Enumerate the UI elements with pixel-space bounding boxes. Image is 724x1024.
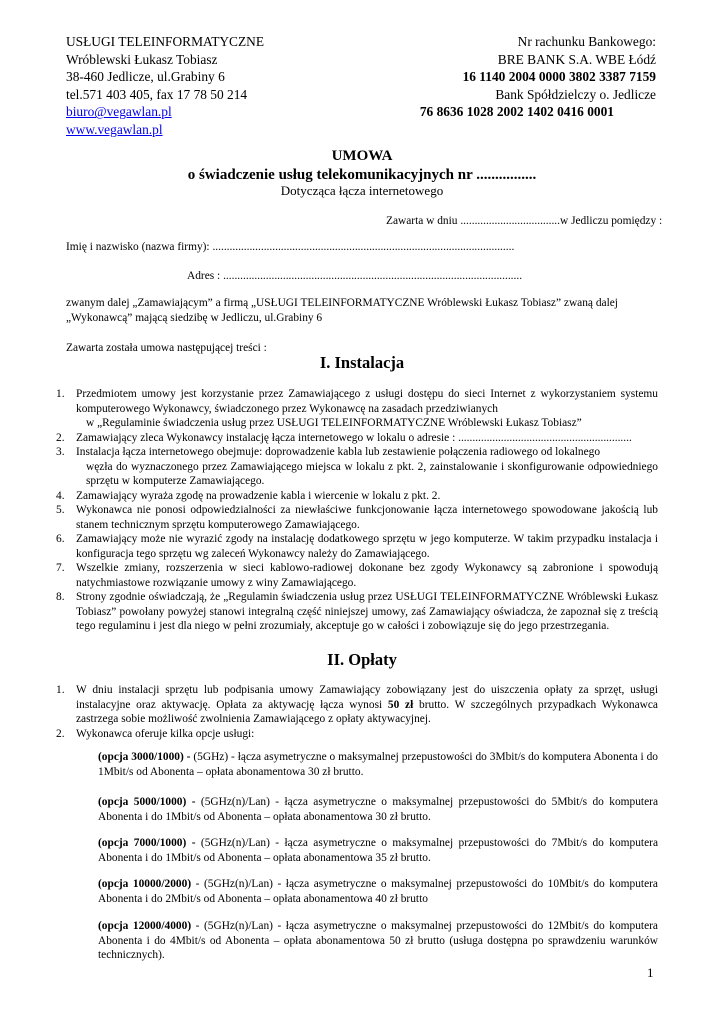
- contract-title: UMOWA: [331, 148, 393, 164]
- option-name: (opcja 3000/1000) -: [98, 751, 191, 763]
- service-option: (opcja 7000/1000) - (5GHz(n)/Lan) - łącza asymetryczne o maksymalnej przepustowości do 7Mbit/s do komputera Abonenta i do 1Mbit/s od Abonenta – opłata abonamentowa 35 zł brutto.: [98, 837, 658, 864]
- installation-list: [56, 387, 658, 634]
- company-address: 38-460 Jedlicze, ul.Grabiny 6: [66, 69, 225, 85]
- service-option: (opcja 12000/4000) - (5GHz(n)/Lan) - łącza asymetryczne o maksymalnej przepustowości do 12Mbit/s do komputera Abonenta i do 4Mbit/s od Abonenta – opłata abonamentowa 50 zł brutto (usługa dostępna po sprawdzeniu warunków technicznych).: [98, 920, 658, 961]
- list-item: 7. Wszelkie zmiany, rozszerzenia w sieci kablowo-radiowej dokonane bez zgody Wykonawcy są zabronione i spowodują natychmiastowe rozwiązanie umowy z winy Zamawiającego.: [56, 562, 658, 589]
- bank-info: [380, 33, 656, 121]
- company-owner: Wróblewski Łukasz Tobiasz: [66, 51, 218, 67]
- service-option: (opcja 10000/2000) - (5GHz(n)/Lan) - łącza asymetryczne o maksymalnej przepustowości do 10Mbit/s do komputera Abonenta i do 2Mbit/s od Abonenta – opłata abonamentowa 40 zł brutto: [98, 878, 658, 905]
- option-name: (opcja 12000/4000): [98, 920, 192, 932]
- option-name: (opcja 10000/2000): [98, 878, 192, 890]
- list-item: 5. Wykonawca nie ponosi odpowiedzialności za niewłaściwe funkcjonowanie łącza internetowego spowodowane jakością lub stanem technicznym sprzętu komputerowego Zamawiającego.: [56, 504, 658, 531]
- option-name: (opcja 7000/1000) -: [98, 837, 196, 849]
- list-item: 2. Zamawiający zleca Wykonawcy instalację łącza internetowego w lokalu o adresie : .............................................................: [56, 431, 632, 444]
- bank-account-1: 16 1140 2004 0000 3802 3387 7159: [462, 69, 656, 85]
- service-option: (opcja 5000/1000) - (5GHz(n)/Lan) - łącza asymetryczne o maksymalnej przepustowości do 5Mbit/s do komputera Abonenta i do 1Mbit/s od Abonenta – opłata abonamentowa 30 zł brutto.: [98, 796, 658, 823]
- email-link[interactable]: biuro@vegawlan.pl: [66, 104, 172, 120]
- concluded-date-line: Zawarta w dniu ...................................w Jedliczu pomiędzy :: [386, 215, 663, 227]
- company-info: [66, 33, 264, 139]
- website-link[interactable]: www.vegawlan.pl: [66, 121, 163, 137]
- fees-list: [56, 683, 658, 741]
- party-description-1: zwanym dalej „Zamawiającym” a firmą „USŁUGI TELEINFORMATYCZNE Wróblewski Łukasz Tobiasz” zwaną dalej: [66, 297, 618, 309]
- option-name: (opcja 5000/1000) -: [98, 796, 196, 808]
- list-item: 1. Przedmiotem umowy jest korzystanie przez Zamawiającego z usługi dostępu do sieci Internet z wykorzystaniem systemu komputerowego Wykonawcy, świadczonego przez Wykonawcę na zasadach przedziwianych w „Regulaminie świadczenia usług przez USŁUGI TELEINFORMATYCZNE Wróblewski Łukasz Tobiasz”: [56, 388, 658, 429]
- intro-text: Zawarta została umowa następującej treści :: [66, 342, 267, 354]
- list-item: 4. Zamawiający wyraża zgodę na prowadzenie kabla i wiercenie w lokalu z pkt. 2.: [56, 489, 441, 502]
- contract-subtitle: o świadczenie usług telekomunikacyjnych nr ................: [187, 167, 537, 183]
- bank-account-2: 76 8636 1028 2002 1402 0416 0001: [419, 104, 614, 120]
- bank-name-1: BRE BANK S.A. WBE Łódź: [497, 51, 656, 67]
- bank-name-2: Bank Spółdzielczy o. Jedlicze: [495, 86, 656, 102]
- list-item: 6. Zamawiający może nie wyrazić zgody na instalację dodatkowego sprzętu w jego komputerze. W takim przypadku instalacja i konfiguracja tego sprzętu wg zaleceń Wykonawcy należy do Zamawiającego.: [56, 533, 658, 560]
- section-heading-fees: II. Opłaty: [327, 650, 397, 669]
- company-name: USŁUGI TELEINFORMATYCZNE: [66, 34, 265, 49]
- list-item: 1. W dniu instalacji sprzętu lub podpisania umowy Zamawiający zobowiązany jest do uiszczenia opłaty za sprzęt, usługi instalacyjne oraz aktywację. Opłata za aktywację łącza wynosi 50 zł brutto. W szczególnych przypadkach Wykonawca zastrzega sobie możliwość zwolnienia Zamawiającego z opłaty aktywacyjnej.: [56, 684, 658, 725]
- section-heading-installation: I. Instalacja: [319, 353, 405, 372]
- page-number: 1: [647, 965, 654, 980]
- client-name-line: Imię i nazwisko (nazwa firmy): ..........................................................................................................: [66, 241, 515, 253]
- contract-description: Dotycząca łącza internetowego: [280, 183, 444, 198]
- company-phone: tel.571 403 405, fax 17 78 50 214: [66, 86, 248, 102]
- list-item: 8. Strony zgodnie oświadczają, że „Regulamin świadczenia usług przez USŁUGI TELEINFORMATYCZNE Wróblewski Łukasz Tobiasz” powołany powyżej stanowi integralną część niniejszej umowy, zaś Zamawiający oświadcza, że zapoznał się z treścią tego regulaminu i jest dla niego w pełni zrozumiały, akceptuje go w całości i zobowiązuje się do jego przestrzegania.: [56, 591, 658, 632]
- activation-fee: 50 zł: [387, 698, 414, 711]
- list-item: 2. Wykonawca oferuje kilka opcje usługi:: [56, 727, 255, 740]
- service-option: (opcja 3000/1000) - (5GHz) - łącza asymetryczne o maksymalnej przepustowości do 3Mbit/s do komputera Abonenta i do 1Mbit/s od Abonenta – opłata abonamentowa 30 zł brutto.: [98, 751, 658, 778]
- party-description-2: „Wykonawcą” mającą siedzibę w Jedliczu, ul.Grabiny 6: [66, 312, 323, 324]
- list-item: 3. Instalacja łącza internetowego obejmuje: doprowadzenie kabla lub zestawienie połączenia radiowego od lokalnego węzła do wyznaczonego przez Zamawiającego miejsca w lokalu z pkt. 2, zainstalowanie i skonfigurowanie odpowiedniego sprzętu w komputerze Zamawiającego.: [56, 446, 658, 487]
- bank-label: Nr rachunku Bankowego:: [517, 34, 656, 49]
- client-address-line: Adres : .........................................................................................................: [187, 270, 523, 282]
